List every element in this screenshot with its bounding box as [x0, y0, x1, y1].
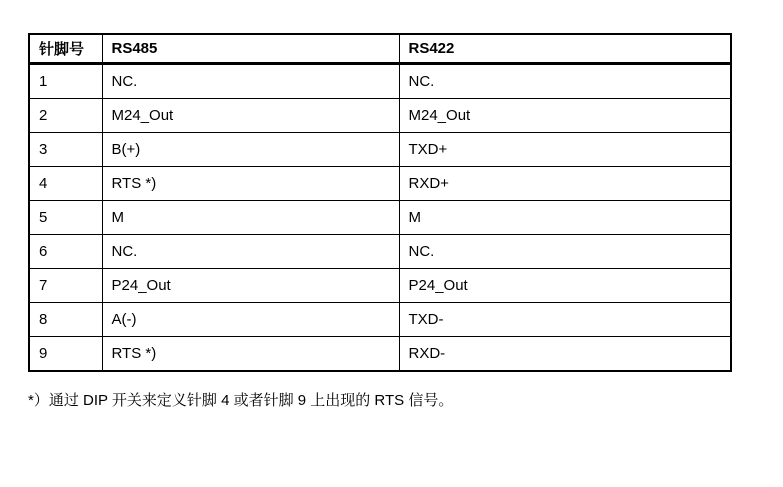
- pin-number: 1: [29, 64, 102, 99]
- rs422-signal: M: [399, 201, 731, 235]
- table-header: [29, 34, 731, 64]
- rs485-signal: NC.: [102, 235, 399, 269]
- pin-number: 4: [29, 167, 102, 201]
- pin-number: 2: [29, 99, 102, 133]
- rs422-signal: P24_Out: [399, 269, 731, 303]
- pin-number: 3: [29, 133, 102, 167]
- pin-number: 7: [29, 269, 102, 303]
- table-body: [29, 64, 731, 372]
- rs485-signal: RTS *): [102, 337, 399, 372]
- rs485-signal: B(+): [102, 133, 399, 167]
- pin-number: 5: [29, 201, 102, 235]
- rs485-signal: M: [102, 201, 399, 235]
- table-row: [29, 133, 731, 167]
- table-row: [29, 337, 731, 372]
- header-pin-number: 针脚号: [29, 34, 102, 64]
- pin-number: 9: [29, 337, 102, 372]
- pin-assignment-table: [28, 33, 732, 372]
- rs422-signal: TXD+: [399, 133, 731, 167]
- table-row: [29, 269, 731, 303]
- rs422-signal: TXD-: [399, 303, 731, 337]
- header-rs422: RS422: [399, 34, 731, 64]
- pin-number: 6: [29, 235, 102, 269]
- rs485-signal: P24_Out: [102, 269, 399, 303]
- rs485-signal: NC.: [102, 64, 399, 99]
- table-row: [29, 99, 731, 133]
- table-row: [29, 64, 731, 99]
- pin-number: 8: [29, 303, 102, 337]
- rs422-signal: NC.: [399, 64, 731, 99]
- rs422-signal: M24_Out: [399, 99, 731, 133]
- rs422-signal: RXD+: [399, 167, 731, 201]
- rs422-signal: RXD-: [399, 337, 731, 372]
- header-rs485: RS485: [102, 34, 399, 64]
- table-row: [29, 303, 731, 337]
- footnote: *）通过 DIP 开关来定义针脚 4 或者针脚 9 上出现的 RTS 信号。: [28, 392, 454, 409]
- header-row: [29, 34, 731, 64]
- table-row: [29, 167, 731, 201]
- rs485-signal: M24_Out: [102, 99, 399, 133]
- table-row: [29, 235, 731, 269]
- rs485-signal: A(-): [102, 303, 399, 337]
- rs485-signal: RTS *): [102, 167, 399, 201]
- table-row: [29, 201, 731, 235]
- rs422-signal: NC.: [399, 235, 731, 269]
